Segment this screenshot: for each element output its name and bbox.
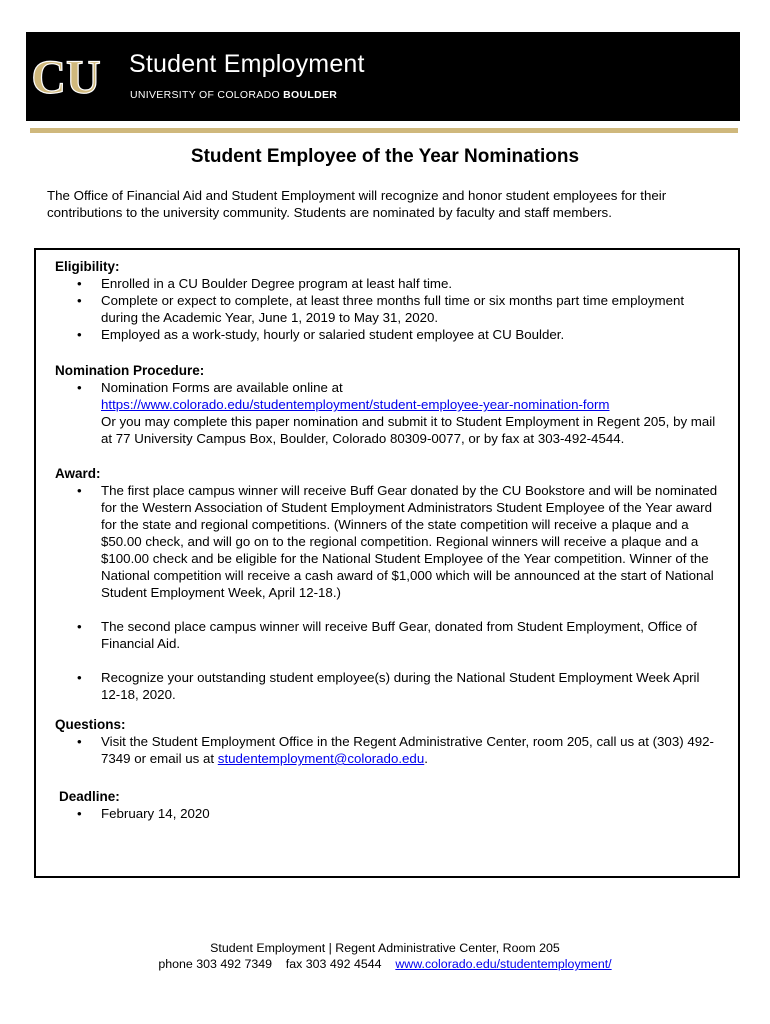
deadline-section xyxy=(59,788,724,822)
email-link[interactable]: studentemployment@colorado.edu xyxy=(217,751,425,766)
footer-website-link[interactable]: www.colorado.edu/studentemployment/ xyxy=(395,957,612,971)
list-item: • February 14, 2020 xyxy=(55,805,724,822)
list-item: • Complete or expect to complete, at least three months full time or six months part time employment during the Academic Year, June 1, 2019 to May 31, 2020. xyxy=(55,292,720,326)
questions-list xyxy=(55,733,720,767)
nomination-heading: Nomination Procedure: xyxy=(55,363,205,378)
nomination-form-link[interactable]: https://www.colorado.edu/studentemployment/student-employee-year-nomination-form xyxy=(101,397,610,412)
intro-paragraph: The Office of Financial Aid and Student Employment will recognize and honor student employees for their contributions to the university community. Students are nominated by faculty and staff members. xyxy=(47,188,667,220)
list-item: • Enrolled in a CU Boulder Degree program at least half time. xyxy=(55,275,720,292)
list-item: • Visit the Student Employment Office in the Regent Administrative Center, room 205, call us at (303) 492-7349 or email us at studentemployment@colorado.edu. xyxy=(55,733,720,767)
cu-logo-icon xyxy=(31,43,101,109)
award-list xyxy=(55,482,720,703)
list-item: • Employed as a work-study, hourly or salaried student employee at CU Boulder. xyxy=(55,326,720,343)
brand-title: Student Employment xyxy=(129,50,365,78)
list-item: • The second place campus winner will receive Buff Gear, donated from Student Employment, Office of Financial Aid. xyxy=(55,618,720,652)
nomination-list xyxy=(55,379,720,447)
list-item: • The first place campus winner will receive Buff Gear donated by the CU Bookstore and will be nominated for the Western Association of Student Employment Administrators Student Employee of the Year award for the state and regional competitions. (Winners of the state competition will receive a plaque and a $50.00 check, and will go on to the regional competition. Regional winners will receive a plaque and a $100.00 check and be eligible for the National Student Employee of the Year competition. Winner of the National competition will receive a cash award of $1,000 which will be announced at the start of National Student Employment Week, April 12-18.) xyxy=(55,482,720,601)
deadline-list xyxy=(55,805,724,822)
gold-divider xyxy=(30,128,738,133)
nomination-section xyxy=(55,362,720,447)
eligibility-heading: Eligibility: xyxy=(55,259,120,274)
eligibility-list xyxy=(55,275,720,343)
list-item: • Recognize your outstanding student employee(s) during the National Student Employment Week April 12-18, 2020. xyxy=(55,669,720,703)
brand-subtitle: UNIVERSITY OF COLORADO BOULDER xyxy=(130,89,338,101)
header-banner xyxy=(26,32,740,121)
eligibility-section xyxy=(55,258,720,343)
svg-text:CU: CU xyxy=(31,51,101,104)
award-heading: Award: xyxy=(55,466,101,481)
deadline-heading: Deadline: xyxy=(59,789,120,804)
list-item: • Nomination Forms are available online at https://www.colorado.edu/studentemployment/student-employee-year-nomination-form Or you may complete this paper nomination and submit it to Student Employment in Regent 205, by mail at 77 University Campus Box, Boulder, Colorado 80309-0077, or by fax at 303-492-4544. xyxy=(55,379,720,447)
footer-address: Student Employment | Regent Administrative Center, Room 205 xyxy=(210,941,560,955)
footer xyxy=(0,940,770,972)
details-box xyxy=(34,248,740,878)
footer-contact: phone 303 492 7349 fax 303 492 4544 www.colorado.edu/studentemployment/ xyxy=(158,957,612,971)
questions-section xyxy=(55,716,720,767)
award-section xyxy=(55,465,720,703)
page-title: Student Employee of the Year Nominations xyxy=(190,146,580,167)
questions-heading: Questions: xyxy=(55,717,126,732)
